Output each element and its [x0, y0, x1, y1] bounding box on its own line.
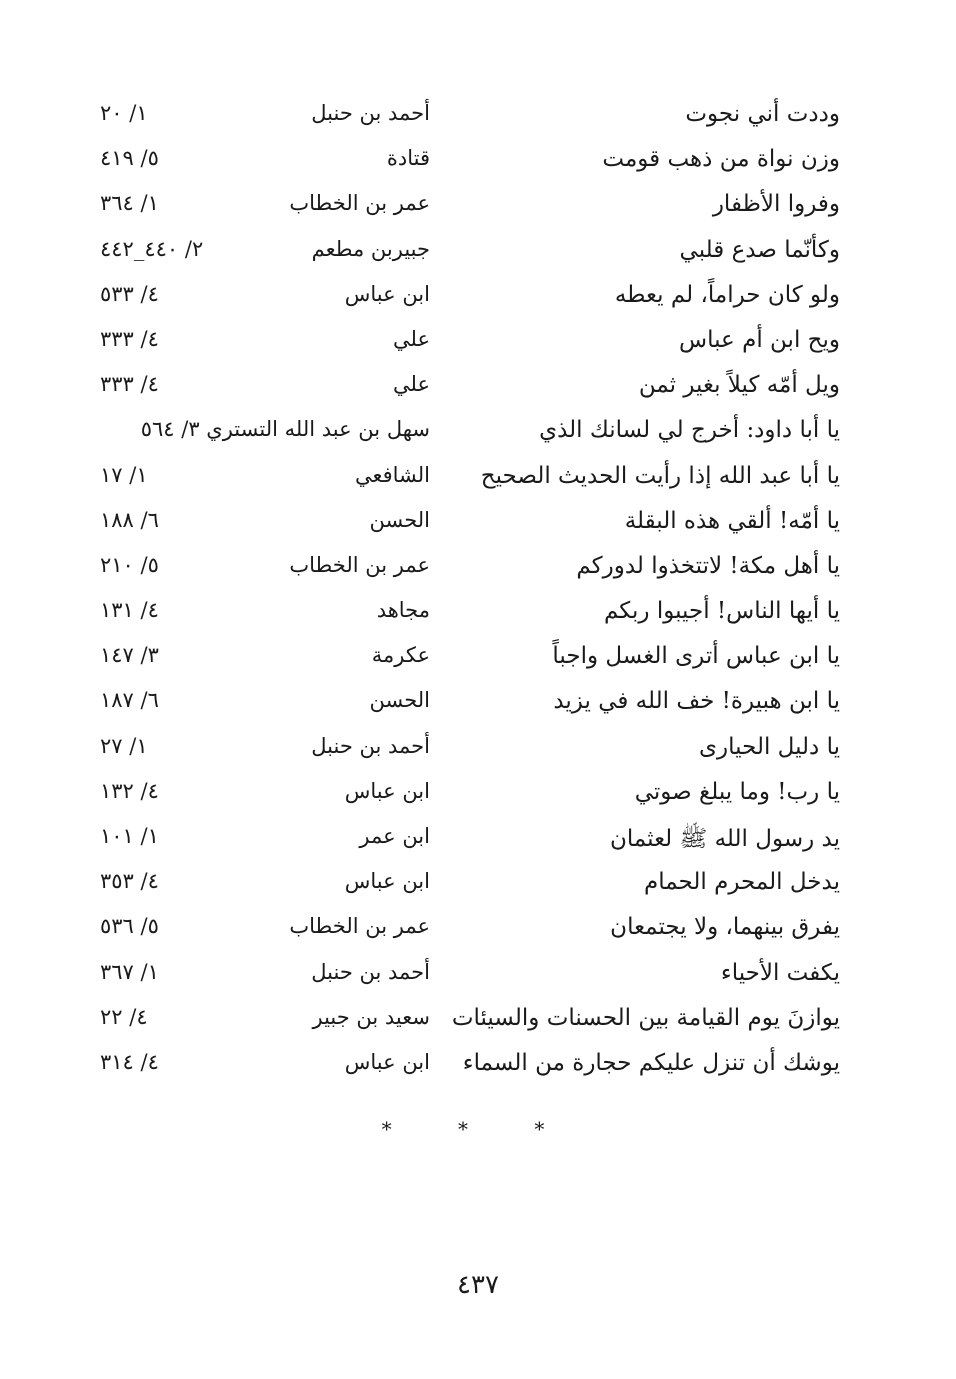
index-phrase: وفروا الأظفار	[712, 191, 840, 218]
index-reference: ١/ ٢٠	[100, 101, 148, 125]
index-row	[100, 1044, 840, 1089]
index-phrase: يا أبا داود: أخرج لي لسانك الذي	[539, 417, 840, 444]
index-phrase: يفرق بينهما، ولا يجتمعان	[610, 914, 840, 941]
index-reference: ٢/ ٤٤٠_٤٤٢	[100, 236, 204, 261]
index-attribution: جبيربن مطعم	[311, 236, 430, 261]
index-phrase: وكأنّما صدع قلبي	[679, 236, 840, 263]
index-row	[100, 276, 840, 321]
index-phrase: يدخل المحرم الحمام	[644, 869, 840, 896]
index-reference: ٥/ ٥٣٦	[100, 914, 159, 939]
index-attribution: أحمد بن حنبل	[311, 101, 430, 125]
index-row	[100, 547, 840, 592]
index-reference: ١/ ٣٦٧	[100, 959, 159, 984]
index-phrase: وددت أني نجوت	[685, 101, 840, 127]
index-row	[100, 411, 840, 456]
index-row	[100, 728, 840, 773]
index-reference: ١/ ٣٦٤	[100, 191, 159, 216]
index-reference: ٤/ ١٣١	[100, 598, 159, 623]
index-phrase: يا أمّه! ألقي هذه البقلة	[624, 507, 840, 534]
index-attribution: عمر بن الخطاب	[289, 191, 430, 216]
index-attribution: ابن عباس	[344, 778, 430, 803]
index-reference: ٤/ ٣٣٣	[100, 372, 159, 397]
index-phrase: ويح ابن أم عباس	[679, 326, 840, 353]
index-phrase: يا أيها الناس! أجيبوا ربكم	[604, 598, 840, 625]
index-row	[100, 321, 840, 366]
index-reference: ٤/ ٢٢	[100, 1004, 148, 1029]
index-row	[100, 95, 840, 140]
index-row	[100, 999, 840, 1044]
index-phrase: يا ابن هبيرة! خف الله في يزيد	[553, 688, 840, 715]
index-phrase: يا أبا عبد الله إذا رأيت الحديث الصحيح	[480, 462, 840, 489]
index-reference: ١/ ١٠١	[100, 824, 159, 848]
index-reference: ٤/ ٣٥٣	[100, 869, 159, 894]
index-attribution: أحمد بن حنبل	[311, 733, 430, 758]
index-reference: ١/ ١٧	[100, 462, 148, 487]
index-reference: ٦/ ١٨٧	[100, 688, 159, 713]
index-phrase: يوازنَ يوم القيامة بين الحسنات والسيئات	[451, 1004, 840, 1031]
index-attribution: سعيد بن جبير	[312, 1004, 430, 1029]
index-row	[100, 140, 840, 185]
index-phrase: يا أهل مكة! لاتتخذوا لدوركم	[576, 552, 840, 579]
index-phrase: يكفت الأحياء	[720, 959, 840, 986]
index-reference: ٥/ ٢١٠	[100, 552, 159, 577]
index-phrase: يا رب! وما يبلغ صوتي	[634, 778, 840, 805]
index-attribution: أحمد بن حنبل	[311, 959, 430, 984]
index-attribution: قتادة	[386, 146, 430, 171]
index-phrase: يا دليل الحيارى	[699, 733, 840, 760]
index-attribution: عمر بن الخطاب	[289, 552, 430, 577]
index-attribution: ابن عمر	[359, 824, 430, 848]
index-row	[100, 592, 840, 637]
index-row	[100, 682, 840, 727]
index-attribution: علي	[393, 326, 430, 351]
index-phrase: يد رسول الله ﷺ لعثمان	[609, 826, 840, 852]
index-phrase: يوشك أن تنزل عليكم حجارة من السماء	[462, 1049, 840, 1076]
index-entries	[100, 95, 840, 1089]
index-row	[100, 366, 840, 411]
index-row	[100, 457, 840, 502]
index-attribution: عكرمة	[371, 643, 430, 668]
index-attribution: عمر بن الخطاب	[289, 914, 430, 939]
index-phrase: يا ابن عباس أترى الغسل واجباً	[552, 643, 840, 670]
index-attribution: ابن عباس	[344, 1049, 430, 1074]
index-attribution: علي	[393, 372, 430, 397]
index-attribution: مجاهد	[376, 598, 430, 623]
index-attribution: ابن عباس	[344, 281, 430, 306]
index-phrase: ويل أمّه كيلاً بغير ثمن	[638, 372, 840, 399]
index-reference: ٦/ ١٨٨	[100, 507, 159, 532]
index-attribution: سهل بن عبد الله التستري ٣/ ٥٦٤	[140, 417, 430, 442]
index-row	[100, 908, 840, 953]
index-row	[100, 954, 840, 999]
index-reference: ٤/ ١٣٢	[100, 778, 159, 803]
index-attribution: الحسن	[369, 507, 430, 532]
index-row	[100, 502, 840, 547]
section-separator: * * *	[381, 1117, 575, 1141]
index-attribution: الشافعي	[354, 462, 430, 487]
index-row	[100, 773, 840, 818]
index-phrase: وزن نواة من ذهب قومت	[602, 146, 840, 173]
index-attribution: ابن عباس	[344, 869, 430, 894]
index-attribution: الحسن	[369, 688, 430, 713]
index-row	[100, 185, 840, 230]
index-row	[100, 863, 840, 908]
index-reference: ٤/ ٥٣٣	[100, 281, 159, 306]
index-row	[100, 818, 840, 863]
index-row	[100, 231, 840, 276]
index-reference: ٤/ ٣٣٣	[100, 326, 159, 351]
index-phrase: ولو كان حراماً، لم يعطه	[614, 281, 840, 308]
index-row	[100, 637, 840, 682]
page-number: ٤٣٧	[457, 1270, 499, 1300]
index-reference: ٤/ ٣١٤	[100, 1049, 159, 1074]
index-reference: ١/ ٢٧	[100, 733, 148, 758]
index-reference: ٥/ ٤١٩	[100, 146, 159, 171]
index-reference: ٣/ ١٤٧	[100, 643, 159, 668]
